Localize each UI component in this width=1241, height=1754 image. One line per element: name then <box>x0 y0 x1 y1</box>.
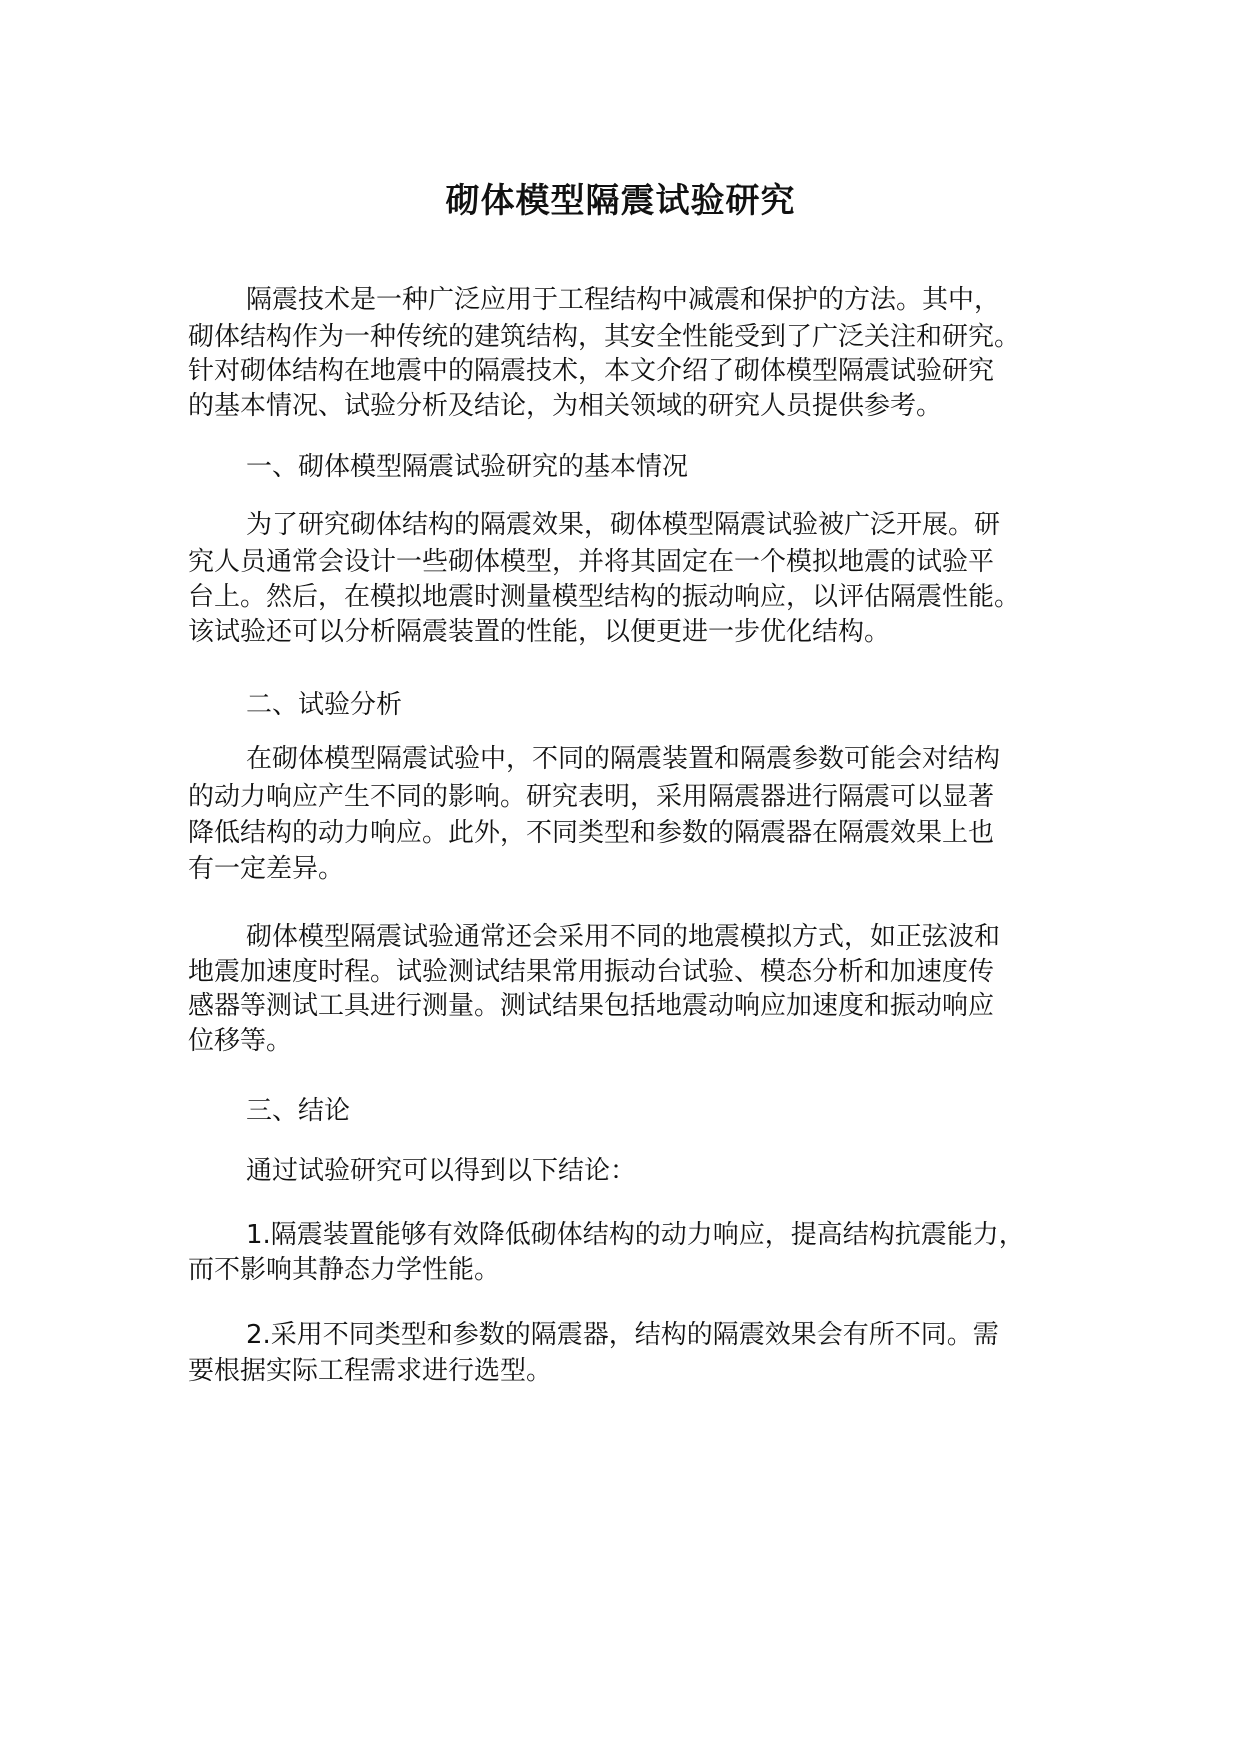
conclusion-2-line-1: 2.采用不同类型和参数的隔震器，结构的隔震效果会有所不同。需 <box>246 1320 999 1350</box>
intro-line-4: 的基本情况、试验分析及结论，为相关领域的研究人员提供参考。 <box>188 391 943 421</box>
section1-line-1: 为了研究砌体结构的隔震效果，砌体模型隔震试验被广泛开展。研 <box>246 510 1001 540</box>
section1-line-3: 台上。然后，在模拟地震时测量模型结构的振动响应，以评估隔震性能。 <box>188 582 1021 612</box>
intro-line-3: 针对砌体结构在地震中的隔震技术，本文介绍了砌体模型隔震试验研究 <box>188 356 995 386</box>
section1-line-4: 该试验还可以分析隔震装置的性能，以便更进一步优化结构。 <box>188 617 891 647</box>
section2-p2-line-1: 砌体模型隔震试验通常还会采用不同的地震模拟方式，如正弦波和 <box>246 922 1001 952</box>
conclusion-1-line-2: 而不影响其静态力学性能。 <box>188 1255 501 1285</box>
section2-p1-line-2: 的动力响应产生不同的影响。研究表明，采用隔震器进行隔震可以显著 <box>188 782 995 812</box>
section3-heading: 三、结论 <box>246 1096 351 1126</box>
conclusion-1-line-1: 1.隔震装置能够有效降低砌体结构的动力响应，提高结构抗震能力， <box>246 1220 1025 1250</box>
section2-heading: 二、试验分析 <box>246 690 403 720</box>
section2-p2-line-4: 位移等。 <box>188 1026 293 1056</box>
intro-line-2: 砌体结构作为一种传统的建筑结构，其安全性能受到了广泛关注和研究。 <box>188 322 1021 352</box>
document-title: 砌体模型隔震试验研究 <box>445 181 796 221</box>
section1-line-2: 究人员通常会设计一些砌体模型，并将其固定在一个模拟地震的试验平 <box>188 547 995 577</box>
section2-p2-line-2: 地震加速度时程。试验测试结果常用振动台试验、模态分析和加速度传 <box>188 957 995 987</box>
section2-p1-line-4: 有一定差异。 <box>188 854 345 884</box>
section2-p2-line-3: 感器等测试工具进行测量。测试结果包括地震动响应加速度和振动响应 <box>188 991 995 1021</box>
section2-p1-line-1: 在砌体模型隔震试验中，不同的隔震装置和隔震参数可能会对结构 <box>246 744 1001 774</box>
section1-heading: 一、砌体模型隔震试验研究的基本情况 <box>246 452 689 482</box>
section2-p1-line-3: 降低结构的动力响应。此外，不同类型和参数的隔震器在隔震效果上也 <box>188 818 995 848</box>
conclusion-2-line-2: 要根据实际工程需求进行选型。 <box>188 1356 553 1386</box>
intro-line-1: 隔震技术是一种广泛应用于工程结构中减震和保护的方法。其中， <box>246 285 1001 315</box>
section3-lead: 通过试验研究可以得到以下结论： <box>246 1156 637 1186</box>
